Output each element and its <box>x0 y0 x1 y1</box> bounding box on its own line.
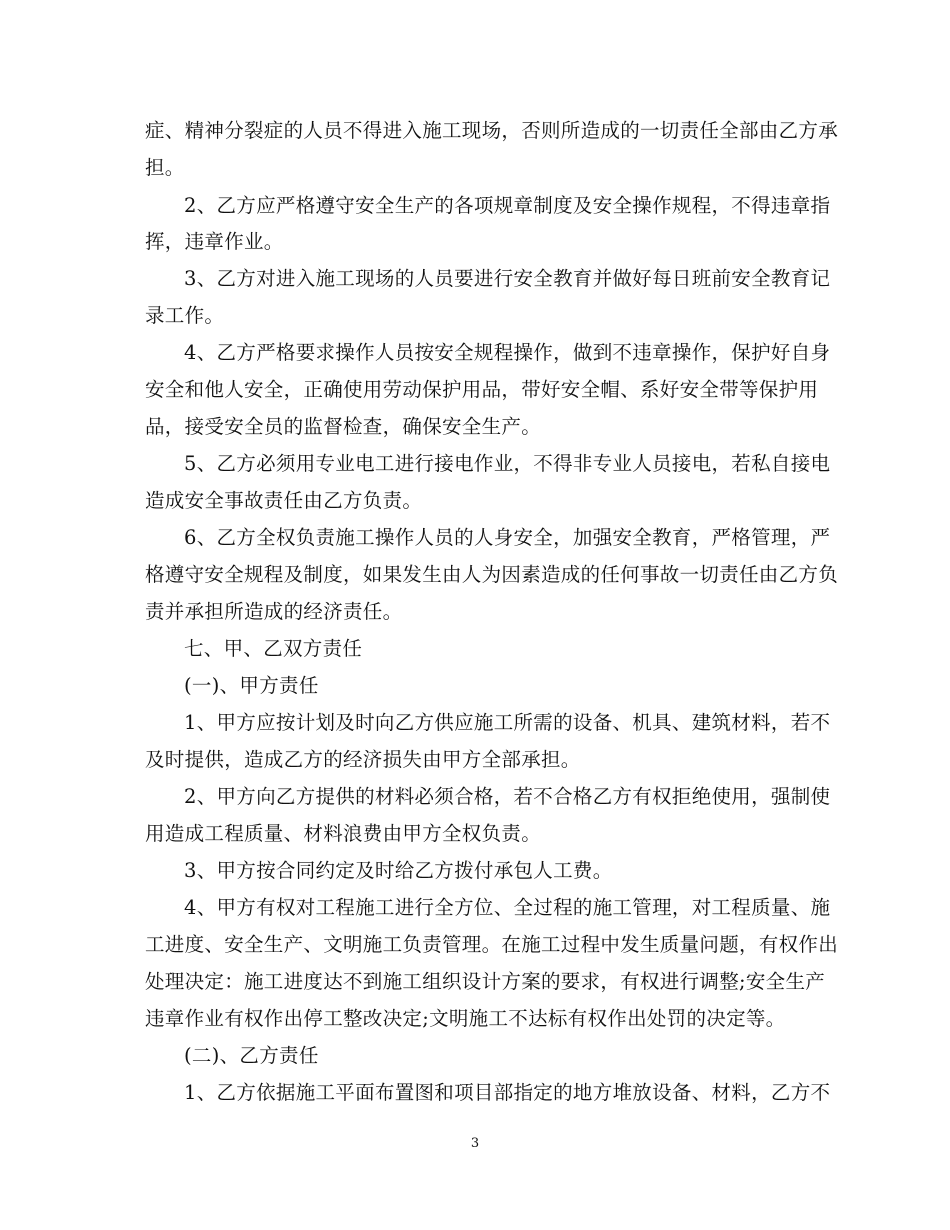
text-line: 担。 <box>145 156 185 179</box>
text-line: 5、乙方必须用专业电工进行接电作业，不得非专业人员接电，若私自接电 <box>184 452 831 475</box>
text-line: 4、甲方有权对工程施工进行全方位、全过程的施工管理，对工程质量、施 <box>184 896 831 919</box>
text-line: 3、甲方按合同约定及时给乙方拨付承包人工费。 <box>184 859 613 882</box>
text-line: 品，接受安全员的监督检查，确保安全生产。 <box>145 415 542 438</box>
text-line: 挥，违章作业。 <box>145 230 284 253</box>
text-line: 格遵守安全规程及制度，如果发生由人为因素造成的任何事故一切责任由乙方负 <box>145 563 839 586</box>
text-line: 责并承担所造成的经济责任。 <box>145 600 403 623</box>
text-line: 4、乙方严格要求操作人员按安全规程操作，做到不违章操作，保护好自身 <box>184 341 831 364</box>
text-line: 违章作业有权作出停工整改决定;文明施工不达标有权作出处罚的决定等。 <box>145 1007 786 1030</box>
text-line: 1、甲方应按计划及时向乙方供应施工所需的设备、机具、建筑材料，若不 <box>184 711 831 734</box>
text-line: 工进度、安全生产、文明施工负责管理。在施工过程中发生质量问题，有权作出 <box>145 933 839 956</box>
subsection-heading: (二)、乙方责任 <box>184 1044 319 1067</box>
page-number: 3 <box>470 1136 480 1151</box>
text-line: 6、乙方全权负责施工操作人员的人身安全，加强安全教育，严格管理，严 <box>184 526 831 549</box>
text-line: 用造成工程质量、材料浪费由甲方全权负责。 <box>145 822 542 845</box>
text-line: 录工作。 <box>145 304 225 327</box>
text-line: 及时提供，造成乙方的经济损失由甲方全部承担。 <box>145 748 581 771</box>
text-line: 2、乙方应严格遵守安全生产的各项规章制度及安全操作规程，不得违章指 <box>184 194 831 217</box>
section-heading: 七、甲、乙双方责任 <box>184 637 363 660</box>
text-line: 造成安全事故责任由乙方负责。 <box>145 489 423 512</box>
text-line: 3、乙方对进入施工现场的人员要进行安全教育并做好每日班前安全教育记 <box>184 267 831 290</box>
text-line: 1、乙方依据施工平面布置图和项目部指定的地方堆放设备、材料，乙方不 <box>184 1081 831 1104</box>
text-line: 安全和他人安全，正确使用劳动保护用品，带好安全帽、系好安全带等保护用 <box>145 378 819 401</box>
text-line: 处理决定：施工进度达不到施工组织设计方案的要求，有权进行调整;安全生产 <box>145 970 826 993</box>
text-line: 2、甲方向乙方提供的材料必须合格，若不合格乙方有权拒绝使用，强制使 <box>184 785 831 808</box>
subsection-heading: (一)、甲方责任 <box>184 674 319 697</box>
text-line: 症、精神分裂症的人员不得进入施工现场，否则所造成的一切责任全部由乙方承 <box>145 119 839 142</box>
